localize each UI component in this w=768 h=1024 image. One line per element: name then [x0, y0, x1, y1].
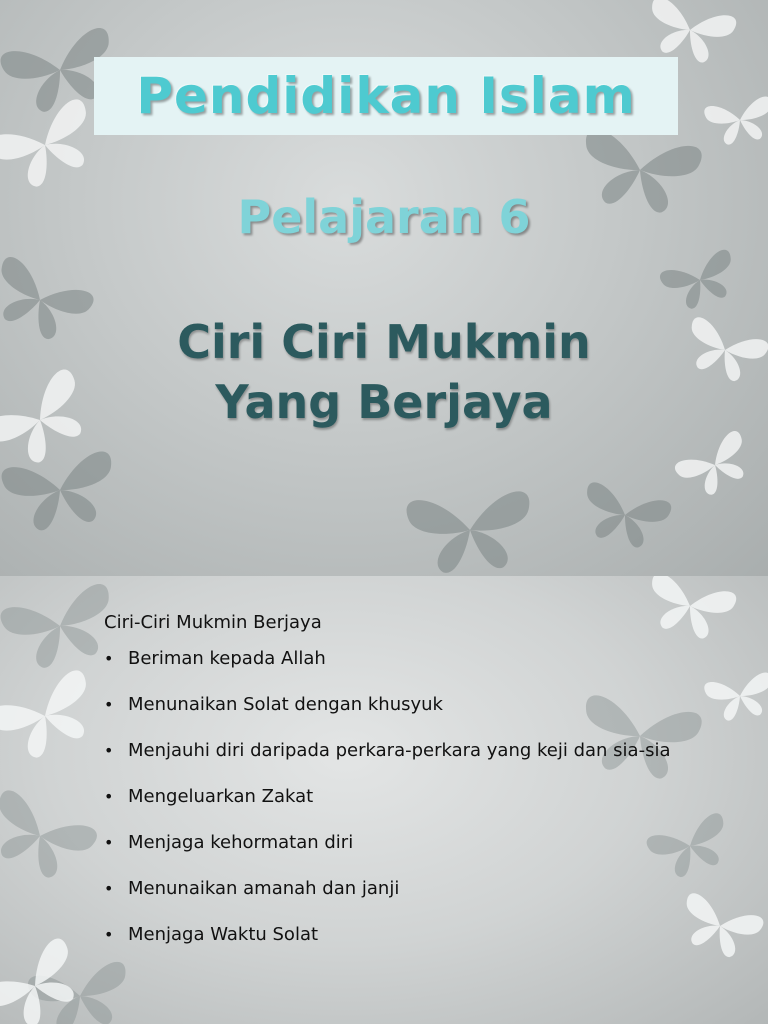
butterfly-icon: [0, 667, 107, 769]
content-title: Ciri-Ciri Mukmin Berjaya: [104, 612, 322, 633]
butterfly-icon: [658, 248, 743, 316]
butterfly-icon: [0, 96, 107, 198]
bullet-list: [104, 648, 704, 946]
content-body: [104, 612, 704, 970]
bullet-item: • Mengeluarkan Zakat: [104, 786, 704, 808]
slide-heading: [0, 312, 768, 432]
butterfly-icon: [0, 450, 121, 536]
bullet-item: • Menunaikan amanah dan janji: [104, 878, 704, 900]
content-slide: [0, 576, 768, 1024]
bullet-item: • Menjauhi diri daripada perkara-perkara yang keji dan sia-sia: [104, 740, 704, 762]
heading-line-1: Ciri Ciri Mukmin: [177, 315, 591, 369]
bullet-item: • Menunaikan Solat dengan khusyuk: [104, 694, 704, 716]
heading-line-2: Yang Berjaya: [215, 375, 553, 429]
butterfly-icon: [703, 672, 768, 724]
butterfly-icon: [406, 490, 535, 575]
lesson-subtitle: Pelajaran 6: [237, 190, 531, 244]
bullet-item: • Menjaga Waktu Solat: [104, 924, 704, 946]
butterfly-icon: [703, 96, 768, 148]
bullet-item: • Beriman kepada Allah: [104, 648, 704, 670]
butterfly-icon: [576, 481, 673, 554]
butterfly-icon: [0, 787, 100, 889]
slide-title: Pendidikan Islam: [136, 67, 636, 125]
bullet-item: • Menjaga kehormatan diri: [104, 832, 704, 854]
title-band: [94, 57, 678, 135]
butterfly-icon: [673, 429, 759, 505]
